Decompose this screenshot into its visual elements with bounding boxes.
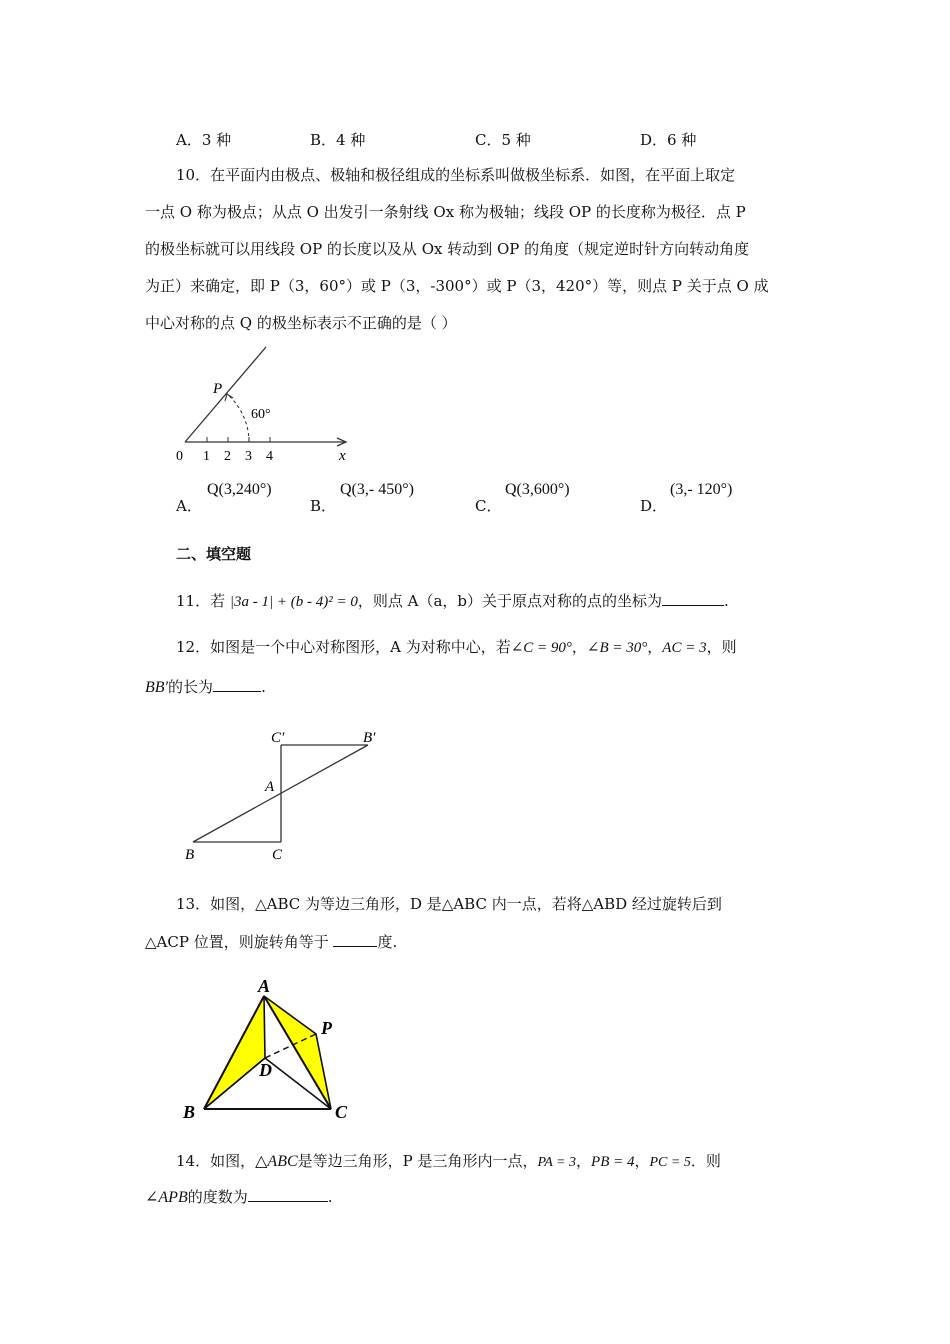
q14-line-2: ∠APB的度数为 .: [145, 1188, 333, 1206]
q10-tick-2: 2: [224, 449, 231, 464]
q10-line-1: 10．在平面内由极点、极轴和极径组成的坐标系叫做极坐标系．如图，在平面上取定: [176, 166, 736, 184]
q11-expression: |3a - 1| + (b - 4)² = 0: [229, 594, 358, 610]
q12-label-c: C: [272, 847, 283, 863]
q10-tick-1: 1: [203, 449, 210, 464]
q12-cond-c: ∠C = 90°: [510, 640, 572, 656]
q10-point-p: P: [213, 381, 223, 397]
q12-cond-ac: AC = 3: [662, 640, 707, 656]
q11-line: 11．若 |3a - 1| + (b - 4)² = 0，则点 A（a，b）关于原点对称的点的坐标为 .: [176, 592, 729, 610]
q13-line-1: 13．如图，△ABC 为等边三角形，D 是△ABC 内一点，若将△ABD 经过旋转后到: [176, 895, 722, 913]
q12-line-2: BB′的长为 .: [145, 678, 266, 696]
q10-tick-0: 0: [176, 449, 183, 464]
q14-answer-blank[interactable]: [248, 1187, 328, 1202]
q13-answer-blank[interactable]: [333, 932, 377, 947]
q9-option-c: C．5 种: [475, 131, 531, 149]
q14-pc: PC = 5: [649, 1155, 691, 1170]
q14-pb: PB = 4: [591, 1154, 635, 1170]
q10-option-a-letter: A．: [176, 497, 202, 515]
q10-option-a: Q(3,240°): [207, 481, 272, 498]
q10-tick-3: 3: [245, 449, 252, 464]
q13-label-p: P: [321, 1018, 332, 1038]
q10-tick-4: 4: [266, 449, 273, 464]
q10-option-b: Q(3,- 450°): [340, 481, 414, 498]
q12-answer-blank[interactable]: [213, 677, 261, 692]
q14-pa: PA = 3: [537, 1155, 577, 1170]
q12-line-1: 12．如图是一个中心对称图形，A 为对称中心，若∠C = 90°，∠B = 30°，AC = 3，则: [176, 638, 737, 656]
q10-line-2: 一点 O 称为极点；从点 O 出发引一条射线 Ox 称为极轴；线段 OP 的长度称为极径．点 P: [145, 203, 746, 221]
q10-polar-figure: [165, 340, 365, 470]
q9-option-d: D．6 种: [640, 131, 697, 149]
q13-label-a: A: [258, 976, 271, 996]
q10-option-b-letter: B．: [310, 497, 337, 515]
q11-answer-blank[interactable]: [662, 591, 724, 606]
q12-cond-b: ∠B = 30°: [586, 640, 648, 656]
q9-option-b: B．4 种: [310, 131, 366, 149]
q10-line-3: 的极坐标就可以用线段 OP 的长度以及从 Ox 转动到 OP 的角度（规定逆时针方向转动角度: [145, 240, 750, 258]
q10-axis-x: x: [339, 448, 346, 464]
q10-line-4: 为正）来确定，即 P（3，60°）或 P（3，-300°）或 P（3，420°）等，则点 P 关于点 O 成: [145, 277, 769, 295]
q13-label-b: B: [183, 1102, 196, 1122]
q10-option-c-letter: C．: [475, 497, 502, 515]
q12-label-a: A: [265, 779, 275, 795]
q10-option-d: (3,- 120°): [670, 481, 733, 498]
q12-label-c-prime: C′: [271, 730, 285, 746]
q9-option-a: A．3 种: [176, 131, 232, 149]
section-fill-in-title: 二、填空题: [176, 545, 252, 563]
q13-figure: [175, 972, 375, 1127]
q10-option-c: Q(3,600°): [505, 481, 570, 498]
q12-label-b-prime: B′: [363, 730, 376, 746]
q13-label-c: C: [335, 1102, 348, 1122]
q13-line-2: △ACP 位置，则旋转角等于 度.: [145, 933, 398, 951]
q13-label-d: D: [259, 1060, 272, 1080]
q10-angle-label: 60°: [251, 407, 271, 422]
q12-figure: [175, 722, 395, 867]
q10-line-5: 中心对称的点 Q 的极坐标表示不正确的是（ ）: [145, 314, 457, 332]
q10-option-d-letter: D．: [640, 497, 668, 515]
q14-line-1: 14．如图，△ABC是等边三角形，P 是三角形内一点，PA = 3，PB = 4，PC = 5．则: [176, 1152, 721, 1170]
q12-label-b: B: [185, 847, 195, 863]
